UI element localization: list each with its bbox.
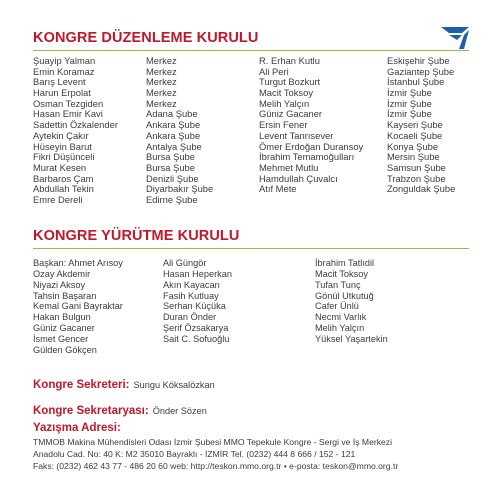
- list-item: Hasan Emir Kavi: [33, 108, 103, 120]
- list-item: Şerif Özsakarya: [163, 323, 229, 334]
- list-item: Aytekin Çakır: [33, 129, 89, 141]
- organizing-names-col-1: [33, 56, 118, 206]
- list-item: Atıf Mete: [259, 183, 297, 195]
- list-item: Cafer Ünlü: [315, 301, 359, 312]
- list-item: Emre Dereli: [33, 193, 83, 205]
- list-item: Emin Koramaz: [33, 65, 95, 77]
- list-item: Melih Yalçın: [259, 97, 310, 109]
- list-item: Gaziantep Şube: [387, 65, 455, 77]
- list-item: Kocaeli Şube: [387, 129, 443, 141]
- list-item: Turgut Bozkurt: [259, 76, 321, 88]
- organizing-units-col-1: [146, 56, 213, 206]
- list-item: Hamdullah Çuvalcı: [259, 172, 338, 184]
- list-item: Duran Önder: [163, 312, 217, 323]
- list-item: Sait C. Sofuoğlu: [163, 333, 230, 344]
- address-line: TMMOB Makina Mühendisleri Odası İzmir Şubesi MMO Tepekule Kongre - Sergi ve İş Merkezi: [33, 437, 392, 447]
- list-item: Osman Tezgiden: [33, 97, 104, 109]
- list-item: Ozay Akdemir: [33, 268, 91, 279]
- list-item: Serhan Küçüka: [163, 301, 226, 312]
- list-item: Tufan Tunç: [315, 279, 361, 290]
- section-divider: [33, 50, 469, 51]
- list-item: Necmi Varlık: [315, 312, 367, 323]
- list-item: Denizli Şube: [146, 172, 199, 184]
- list-item: Ali Güngör: [163, 258, 207, 268]
- list-item: Tahsin Başaran: [33, 290, 97, 301]
- list-item: Fikri Düşünceli: [33, 151, 95, 163]
- list-item: Gönül Utkutuğ: [315, 290, 374, 301]
- list-item: İzmir Şube: [387, 87, 432, 99]
- list-item: Ali Peri: [259, 65, 289, 77]
- list-item: Ankara Şube: [146, 119, 201, 131]
- list-item: Ankara Şube: [146, 129, 201, 141]
- list-item: Gülden Gökçen: [33, 344, 97, 355]
- list-item: Barış Levent: [33, 76, 86, 88]
- list-item: Hasan Heperkan: [163, 268, 232, 279]
- list-item: R. Erhan Kutlu: [259, 55, 320, 66]
- list-item: Melih Yalçın: [315, 323, 365, 334]
- list-item: Konya Şube: [387, 140, 439, 152]
- list-item: İstanbul Şube: [387, 76, 445, 88]
- list-item: Zonguldak Şube: [387, 183, 456, 195]
- executive-col-1: [33, 258, 123, 356]
- list-item: İsmet Gencer: [33, 333, 89, 344]
- list-item: İzmir Şube: [387, 108, 432, 120]
- secretary-label: Kongre Sekreteri:: [33, 379, 130, 391]
- section-divider: [33, 248, 469, 249]
- list-item: İbrahim Temamoğulları: [259, 151, 355, 163]
- executive-col-2: [163, 258, 232, 345]
- list-item: Merkez: [146, 55, 177, 66]
- list-item: İzmir Şube: [387, 97, 432, 109]
- list-item: Hakan Bulgun: [33, 312, 91, 323]
- address-line: Anadolu Cad. No: 40 K: M2 35010 Bayraklı - İZMİR Tel. (0232) 444 8 666 / 152 - 121: [33, 449, 356, 459]
- list-item: Murat Kesen: [33, 161, 87, 173]
- list-item: Başkan: Ahmet Arısoy: [33, 258, 123, 268]
- list-item: Sadettin Özkalender: [33, 119, 118, 131]
- address-line: Faks: (0232) 462 43 77 - 486 20 60 web: http://teskon.mmo.org.tr • e-posta: teskon@mmo.org.tr: [33, 461, 399, 471]
- list-item: İbrahim Tatlıdil: [315, 258, 375, 268]
- list-item: Şuayip Yalman: [33, 55, 96, 66]
- list-item: Bursa Şube: [146, 151, 195, 163]
- list-item: Yüksel Yaşartekin: [315, 333, 388, 344]
- secretariat-label: Kongre Sekretaryası:: [33, 405, 149, 417]
- list-item: Mehmet Mutlu: [259, 161, 319, 173]
- list-item: Edirne Şube: [146, 193, 198, 205]
- list-item: Merkez: [146, 65, 177, 77]
- list-item: Ersin Fener: [259, 119, 308, 131]
- list-item: Kemal Gani Bayraktar: [33, 301, 123, 312]
- list-item: Harun Erpolat: [33, 87, 91, 99]
- list-item: Trabzon Şube: [387, 172, 446, 184]
- list-item: Antalya Şube: [146, 140, 202, 152]
- list-item: Ömer Erdoğan Duransoy: [259, 140, 364, 152]
- executive-col-3: [315, 258, 388, 345]
- secretariat-value: Önder Sözen: [152, 406, 207, 416]
- list-item: Macit Toksoy: [259, 87, 314, 99]
- list-item: Mersin Şube: [387, 151, 440, 163]
- secretariat-row: [33, 401, 207, 419]
- list-item: Hüseyin Barut: [33, 140, 92, 152]
- list-item: Bursa Şube: [146, 161, 195, 173]
- organizing-names-col-2: [259, 56, 363, 195]
- list-item: Diyarbakır Şube: [146, 183, 214, 195]
- executive-committee-title: KONGRE YÜRÜTME KURULU: [33, 228, 240, 244]
- list-item: Merkez: [146, 87, 177, 99]
- list-item: Merkez: [146, 76, 177, 88]
- address-title: Yazışma Adresi:: [33, 422, 121, 434]
- list-item: Barbaros Çam: [33, 172, 94, 184]
- list-item: Adana Şube: [146, 108, 198, 120]
- list-item: Macit Toksoy: [315, 268, 368, 279]
- list-item: Levent Tanrısever: [259, 129, 334, 141]
- mmo-logo-icon: [440, 26, 470, 50]
- list-item: Kayseri Şube: [387, 119, 443, 131]
- list-item: Akın Kayacan: [163, 279, 220, 290]
- organizing-units-col-2: [387, 56, 455, 195]
- list-item: Niyazi Aksoy: [33, 279, 86, 290]
- list-item: Güniz Gacaner: [33, 323, 95, 334]
- list-item: Abdullah Tekin: [33, 183, 94, 195]
- list-item: Eskişehir Şube: [387, 55, 450, 66]
- organizing-committee-title: KONGRE DÜZENLEME KURULU: [33, 30, 259, 46]
- list-item: Güniz Gacaner: [259, 108, 323, 120]
- secretary-value: Sungu Köksalözkan: [133, 380, 215, 390]
- list-item: Samsun Şube: [387, 161, 446, 173]
- list-item: Merkez: [146, 97, 177, 109]
- list-item: Fasih Kutluay: [163, 290, 219, 301]
- secretary-row: [33, 375, 215, 393]
